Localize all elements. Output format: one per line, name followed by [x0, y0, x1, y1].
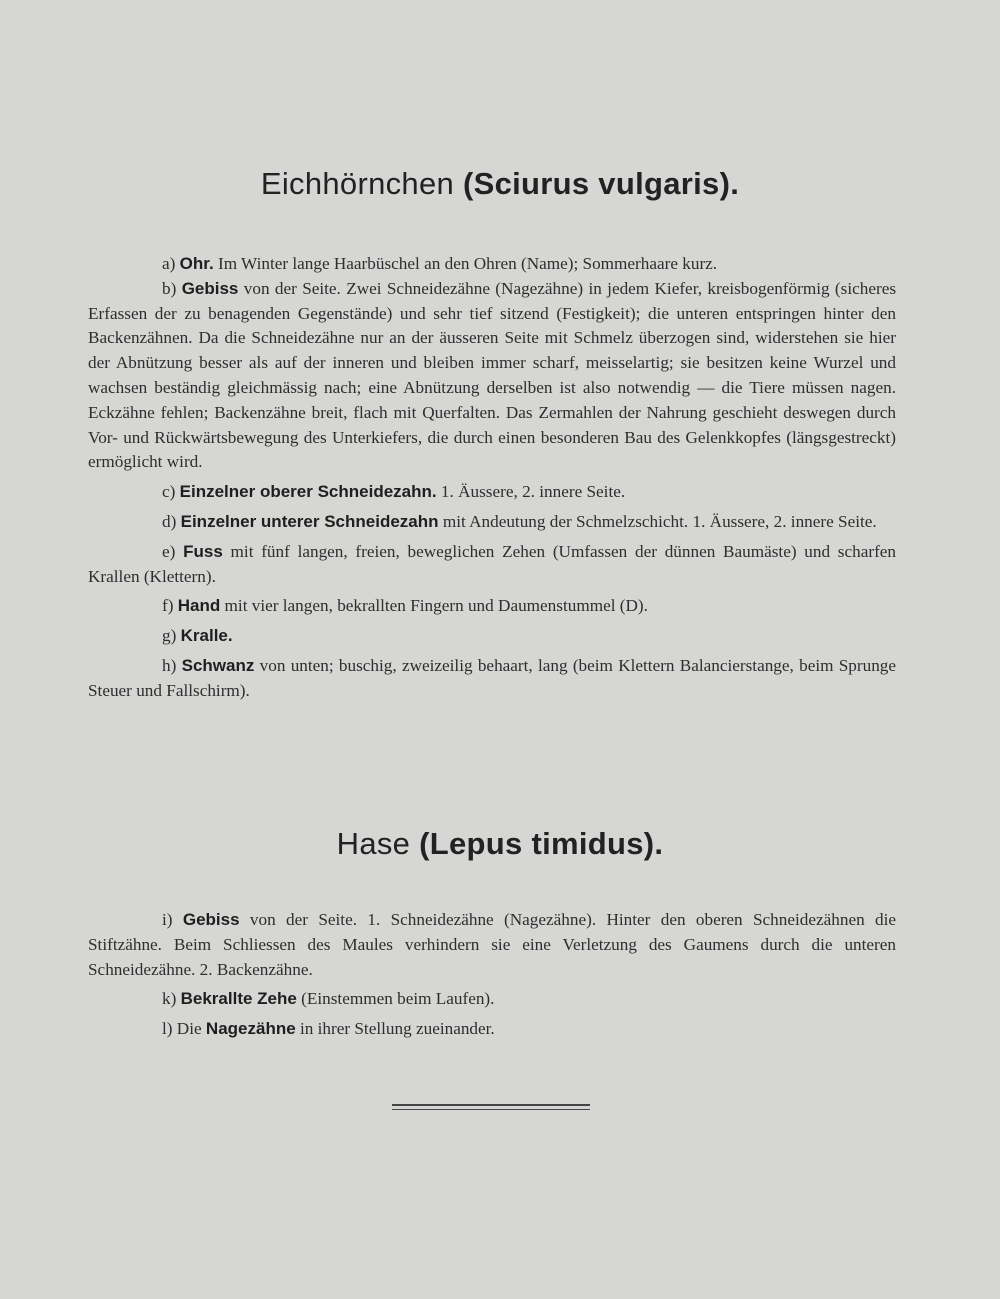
item-d	[88, 510, 896, 535]
item-label: i)	[162, 910, 173, 929]
section-title-hare	[0, 826, 1000, 862]
item-label: k)	[162, 989, 177, 1009]
item-keyword: Fuss	[183, 541, 223, 561]
item-label: l)	[162, 1019, 173, 1039]
item-keyword: Einzelner oberer Schneidezahn.	[179, 482, 437, 502]
title-latin: (Sciurus vulgaris).	[462, 166, 740, 201]
item-l	[88, 1017, 896, 1042]
item-text: mit vier langen, bekrallten Fingern und Daumenstummel (D).	[224, 596, 648, 616]
item-label: e)	[162, 541, 176, 561]
item-keyword: Einzelner unterer Schneidezahn	[180, 511, 439, 531]
item-label: g)	[162, 626, 177, 646]
item-b	[88, 277, 896, 475]
item-label: b)	[162, 278, 177, 298]
item-keyword: Nagezähne	[205, 1019, 296, 1039]
item-i	[88, 908, 896, 982]
item-label: c)	[162, 482, 176, 502]
item-keyword: Schwanz	[181, 655, 255, 675]
item-prefix: Die	[176, 1019, 202, 1039]
title-name: Hase	[336, 826, 411, 861]
item-text: von unten; buschig, zweizeilig behaart, lang (beim Klettern Balancierstange, beim Sprunge Steuer und Fallschirm).	[88, 655, 897, 700]
item-text: von der Seite. 1. Schneidezähne (Nagezähne). Hinter den oberen Schneidezähnen die Stiftzähne. Beim Schliessen des Maules verhindern sie eine Verletzung des Gaumens durch die unteren Schneidezähne. 2. Backenzähne.	[88, 910, 897, 979]
item-keyword: Kralle.	[180, 626, 233, 646]
end-rule-divider	[392, 1104, 590, 1110]
item-text: mit fünf langen, freien, beweglichen Zehen (Umfassen der dünnen Baumäste) und scharfen Krallen (Klettern).	[88, 541, 897, 586]
item-label: d)	[162, 511, 177, 531]
item-c	[88, 480, 896, 505]
item-text: in ihrer Stellung zueinander.	[299, 1019, 495, 1039]
item-keyword: Bekrallte Zehe	[180, 989, 297, 1009]
item-text: von der Seite. Zwei Schneidezähne (Nagezähne) in jedem Kiefer, kreisbogenförmig (sicheres Erfassen der zu benagenden Gegenstände) und sehr tief sitzend (Festigkeit); die unteren entspringen hinter den Backenzähnen. Da die Schneidezähne nur an der äusseren Seite mit Schmelz überzogen sind, widerstehen sie hier der Abnützung besser als auf der inneren und bleiben immer scharf, meisselartig; sie besitzen keine Wurzel und wachsen beständig gleichmässig nach; eine Abnützung derselben ist also notwendig — die Tiere müssen nagen. Eckzähne fehlen; Backenzähne breit, flach mit Querfalten. Das Zermahlen der Nahrung geschieht deswegen durch Vor- und Rückwärtsbewegung des Unterkiefers, die durch einen besonderen Bau des Gelenkkopfes (längsgestreckt) ermöglicht wird.	[88, 278, 897, 472]
item-keyword: Gebiss	[181, 278, 239, 298]
item-label: a)	[162, 254, 176, 273]
item-text: 1. Äussere, 2. innere Seite.	[440, 482, 626, 502]
section-title-squirrel	[0, 166, 1000, 202]
item-keyword: Ohr.	[179, 254, 214, 273]
item-text: mit Andeutung der Schmelzschicht. 1. Äussere, 2. innere Seite.	[442, 511, 877, 531]
item-g	[88, 624, 896, 649]
item-k	[88, 987, 896, 1012]
title-latin: (Lepus timidus).	[419, 826, 664, 861]
item-e	[88, 540, 896, 590]
item-text: Im Winter lange Haarbüschel an den Ohren (Name); Sommerhaare kurz.	[217, 254, 718, 273]
hare-items	[88, 908, 896, 1042]
item-label: f)	[162, 596, 174, 616]
item-h	[88, 654, 896, 704]
item-label: h)	[162, 655, 177, 675]
item-keyword: Gebiss	[182, 910, 240, 929]
item-f	[88, 594, 896, 619]
item-text: (Einstemmen beim Laufen).	[301, 989, 495, 1009]
squirrel-items	[88, 252, 896, 704]
item-a	[88, 252, 896, 277]
item-keyword: Hand	[177, 596, 221, 616]
title-name: Eichhörnchen	[260, 166, 455, 201]
